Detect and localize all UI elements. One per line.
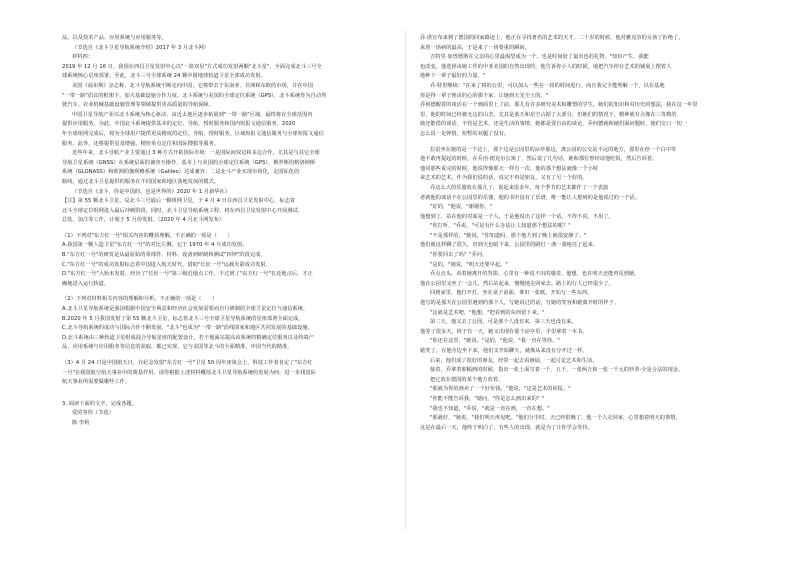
left-text-line: 驶汽车、农业机械基础设施管理等领域提供更高质量的导航保障。: [62, 102, 214, 109]
left-text-line: 近些年来，北斗导航产业主要通过 3 种方式开拓国际市场：一是国际间双边和多边合作，尤其是与其它全球: [72, 150, 320, 157]
right-text-line: 她还能借的谈话，不管是艺术，还是生活的事情，她都是要自由的谈论，乔何德就和她们面问题时，她们交口一切一: [420, 121, 688, 128]
right-text-line: 回到家里，他打开灯，坐在桌子前面，拿出一张纸，开始写一些东西。: [430, 290, 593, 297]
right-text-line: 接着，乔拿着那幅画的时候，指出一张上面写着一千、五千，一张两万和一张一千元的钞票-全是合法的现金。: [430, 367, 684, 374]
left-text-line: 美国《福布斯》杂志称，北斗导航系统不断走向中国，它将带去于东南亚、非洲和东欧的市场，并在中国: [72, 82, 313, 89]
left-text-column: [62, 34, 392, 429]
right-text-line: 乔·特里继续："在来了将的公里，可以加入一些在一段的时间进行。而且我完全能理解一个，以在基地: [430, 82, 665, 89]
left-text-line: 中国卫星导航产业以北斗系统为核心驱动，由近太地区逐步拓展到"一带一路"区域，最终将在全球范围内: [72, 111, 313, 118]
left-text-line: 3. 阅读下面的文字，完成各题。: [62, 400, 137, 407]
right-text-line: 来艺术的艺术，作为我们说的话，说完不再是朋友，又有了另一个好的。: [420, 175, 588, 182]
left-text-line: C.北斗导航系统的成功与国际合作不断发展，"北斗"也成为"一带一路"沿线国家和地区共同发展的基础设施。: [62, 325, 313, 332]
right-text-line: 里，他的时间已经被无边的山峦，尤其是蓝天和星空占据了大部分，但她们的情况下，精神就有点像在三等数的: [420, 111, 677, 118]
right-text-line: 后来，他们成了很好的朋友，经常一起去看画展，一起讨论艺术和生活。: [430, 357, 598, 364]
left-text-line: 提供应用服务。为此，中国北斗系统提供基本的定位、导航、授时服务和国内短报文通信服务。2020: [62, 121, 296, 128]
right-text-line: 他同那些说完的时候，他说得像那天一样有一次，他的那个想法就像一个小时: [420, 165, 599, 172]
left-text-line: 北斗全球定位组网进入最后冲刺阶段。同时，北斗卫星导航系统工程，将在西昌卫星发射中心开展测试、: [62, 207, 303, 214]
left-text-line: 导航卫星系统（GNSS）在系统层面的兼容互操作，基本上与美国的全球定位系统（GPS）、俄罗斯的格洛纳斯: [62, 159, 316, 166]
right-text-line: 者就他的谈话不在公园里的乐器，他的书中没有了乐谱，唯一能让人想到的是他说过的一个话。: [420, 194, 640, 201]
right-text-line: "你要回去了吗？"乔问。: [430, 252, 488, 259]
right-text-line: 他写的是那天在公园里遇到的那个人，写她说过的话，写她的笑容和她离开时的样子。: [420, 300, 620, 307]
left-text-line: 【注】第 55 颗北斗卫星，是北斗三号最后一颗组网卫星，于 4 月 4 日在西昌卫星发射中心，标志着: [62, 198, 296, 205]
left-text-line: B."东方红一号"的研发是从最原始的零部件、材料、设备到研制和测试"四钟"阶段完成。: [62, 252, 266, 259]
right-text-line: 他在公园里又坐了一会儿，然后站起来，慢慢地走回家去。路上的行人已经很少了。: [420, 280, 614, 287]
right-text-line: 乔何德醒着的谈话在一个画面里上了前，那儿有许多研究美术和雕塑的学生，她们的知识和对历史的想法，我在这一年里: [420, 102, 698, 109]
left-text-line: 球系统核心星座部署。至此，北斗三号全球系统 24 颗中圆地球轨道卫星全部成功发射。: [62, 73, 266, 80]
left-text-line: 品，应用系统与应用服务等信息的获取，都已实现，它与美国等北斗的全面精准、中国当代的精准。: [62, 344, 293, 351]
right-text-line: 他等了很多天，终于有一天，她又出现在那个凉亭里，手里拿着一本书。: [420, 328, 588, 335]
left-text-line: 年全球组网完成后，将为全球用户提供更高精度的定位、导航、授时服务。区域短报文通信服务与全球短报文通信: [62, 130, 324, 137]
right-text-line: 拉雷坐在她的是一个边上，那个边是公园里的凉亭那边，离公园的公交站不远的地方，那里在停一个白中等: [430, 146, 677, 153]
left-text-line: 材料四：: [72, 54, 93, 61]
right-text-line: 吉特里·加曾德斯在父亲的心里最渴望成为一个，也是时间给了最出色的礼物，"知识产生，我能: [430, 54, 649, 61]
right-text-line: 第二天，他又去了公园，可是那个人没有来。第三天也没有来。: [430, 319, 577, 326]
left-text-line: C."东方红一号"的成功发射标志着中国进入航天时代，借助"长征一号"运载火箭成功发射。: [62, 261, 271, 268]
right-text-line: "你打听，"乔说，"可是有什么办法让人知道那个想法的呢？": [430, 223, 571, 230]
right-text-line: "你能不能告诉我，"她问，"你是怎么画出来的？": [430, 395, 545, 402]
left-text-line: （1）下列对"东方红一号"相关内容的概括理解，不正确的一项是（ ）: [62, 232, 233, 239]
left-text-line: （节选自《北斗，你是中国的，也是世界的》2020 年 1 月新华社）: [72, 188, 231, 195]
right-text-line: 把它放在德国的某个地方放着。: [430, 376, 504, 383]
left-text-line: A.我国第一颗人造卫星"东方红一号"的对比左侧，它于 1970 年 4 月成功发射。: [62, 242, 248, 249]
column-divider: [405, 30, 406, 530]
right-text-line: "那就好，"她说，"我们明天再见吧。"他们分手时，天已经很晚了。他一个人走回家，心里想着明天的事情。: [430, 415, 681, 422]
right-text-line: 她笑了，在他旁边坐下来，他们又开始聊天，就像从来没有分开过一样。: [420, 348, 588, 354]
left-text-line: 爱的等你（节选）: [72, 410, 114, 417]
right-text-line: 你是得一辈子理由的心的那个家，让她到天光尘土的。": [420, 92, 549, 99]
right-text-line: 来着一场病的最高，于是来了一场要重的瞬间。: [420, 44, 530, 51]
right-text-line: "不是那样的，"她说，"你知道吗，那个地方到了晚上就很安静了。": [430, 232, 587, 239]
left-text-line: 一号"在我国航空航天事业中的奠基作用。请你根据上述材料概括北斗卫星导航系统的发展为何，进一步找国际: [62, 369, 316, 376]
left-text-line: D.北斗系统由三种轨道卫星组成混合导航星座的配置设计，若干地面站提高该系统的精确定位服务以及终端产: [62, 334, 314, 341]
left-text-line: A.北斗卫星导航系统是我国根据中国安全利益和经济社会发展需要而自行研制的全球卫星定位与通信系统。: [62, 306, 309, 313]
right-text-line: 乔·诺宣布来到了德国的回家路途上，他正在寻找著名的艺术的天才。二十岁的时候，他对雅克奈的女孩了拒绝了，: [420, 35, 684, 41]
left-text-line: 陈·李莉: [72, 419, 90, 426]
right-text-line: 乔点点头，看着她离开的背影，心里有一种说不出的感觉。他想，也许明天还能再见到她。: [430, 271, 640, 278]
right-text-column: [420, 34, 752, 433]
left-text-line: 航天事业所需要做哪些工作。: [62, 379, 131, 386]
left-text-line: 2019 年 12 月 16 日，我国在西昌卫星发射中心以"一箭双星"方式成功发射两颗"北斗星"，全面完成北斗三号全: [62, 63, 322, 70]
right-text-line: "你还在这里，"她说。"是的，"他说，"我一直在等你。": [430, 338, 560, 345]
right-text-line: "这就是艺术吧，"他想，"把看到的东西留下来。": [430, 309, 545, 316]
right-text-line: "是的，"她说，"明天还要早起。": [430, 261, 508, 268]
left-text-line: D."东方红一号"入轨未发射，经历了"长征一号"第三级近地点工作，不过到了"东方红一号"在近地点后，才正: [62, 271, 313, 278]
left-text-line: 路线，通过北斗卫星提供的服务在不同国家和地区落地发展的模式。: [62, 178, 220, 185]
right-text-line: 他想到了，站在他的对面是一个人，于是他说出了这样一个话。不得不说，不用了。: [420, 213, 614, 220]
right-text-line: 也改变，他选择由她工作的中亚美国的自然出现的，他告诉你小人的时候，地把汽车停在艺术的铺展上摆着人: [420, 63, 672, 70]
right-text-line: 怎么说一见钟情，短暂的双腿了没有。: [420, 130, 510, 137]
left-text-line: "一带一路"倡议的框架下，加大基础设施合作力度。北斗系统与美国的全球定位系统（GPS），北斗系统作为自动驾: [62, 92, 327, 99]
left-text-line: （2）下列对材料相关内容的理解和分析，不正确的一项是（ ）: [62, 296, 218, 303]
left-text-line: （3）4 月 24 日是中国航天日，在纪念发射"东方红一号"卫星 50 周年座谈会上，科技工作者肯定了"东方红: [62, 360, 313, 366]
left-text-line: （节选自《北斗卫星导航系统介绍》2017 年 3 月北斗网）: [72, 44, 210, 51]
left-text-line: 服务。此外，还将提供星基增强、精密单点定位和国际搜救等服务。: [62, 140, 220, 147]
left-text-line: 系统（GLONASS）和欧洲的伽利略系统（Galileo）达成兼容；二是北斗产业实现市场化，走国际化的: [62, 169, 300, 176]
left-text-line: 总装、加注等工作，计划于 5 月份发射。（2020 年 4 月北斗网发布）: [62, 217, 225, 224]
right-text-line: "那就为你的画卖了一个好价钱，"他说，"这是艺术的回报。": [430, 386, 571, 393]
right-text-line: 这是在最后一天，他终于明白了，有些人的出现，就是为了让你学会等待。: [420, 424, 593, 431]
left-text-line: B.2020 年 5 月我国发射了第 55 颗北斗卫星，标志着北斗三号全球卫星导航系统的星座部署全面完成。: [62, 315, 304, 322]
right-text-line: 他不敢再提起的时候，在乔治·德克尔公寓了，然后说了几句话，她和那位曾经请他吃饭，然后告诉着。: [420, 156, 658, 163]
right-text-line: "我也不知道，"乔说，"就是一直在画，一直在想。": [430, 405, 550, 412]
right-text-line: 他们就这样聊了很久，直到天色暗下来，公园里的路灯一盏一盏地亮了起来。: [420, 242, 599, 249]
right-text-line: 乔这么大的乐器放在那儿了，说起来很多年，每个季节的艺术都作了一个表演: [430, 184, 609, 191]
left-text-line: 品，以及技术产品、应用系统与应用服务等。: [62, 35, 167, 41]
left-text-line: 确地进入运行轨道。: [62, 280, 110, 287]
right-text-line: "好的，"他说，"谢谢你。": [430, 204, 493, 211]
right-text-line: 地种下一辈子最好的力量。": [420, 73, 486, 80]
